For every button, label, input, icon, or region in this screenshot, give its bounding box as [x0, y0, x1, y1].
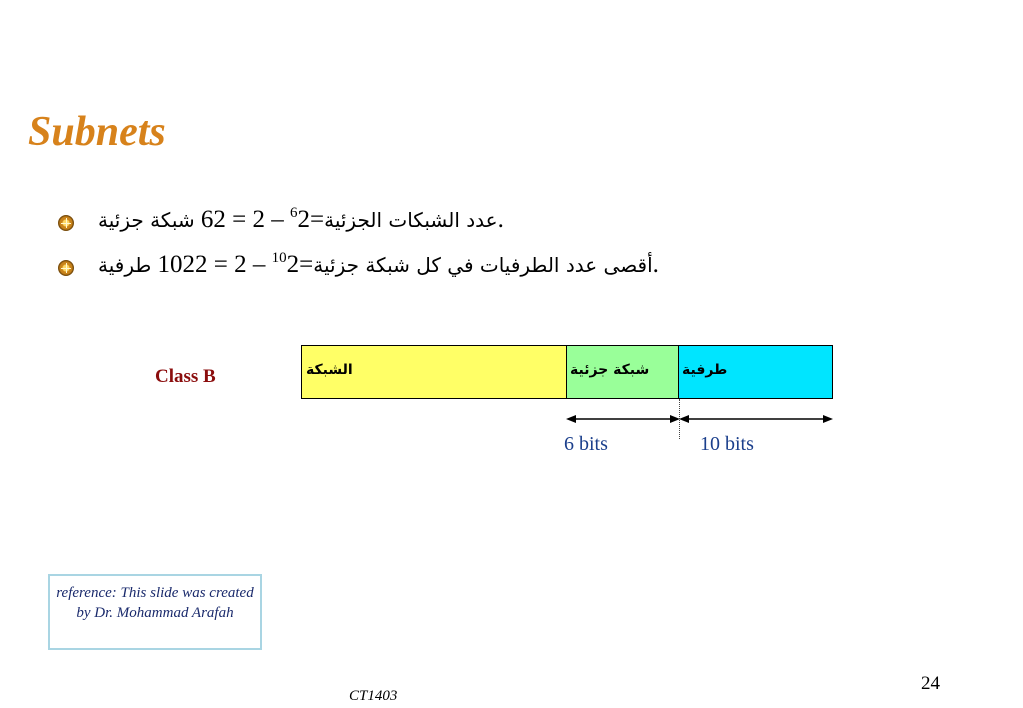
bullet-1-formula: 2 – 2 = 62 — [200, 206, 310, 233]
page-number: 24 — [921, 673, 940, 694]
bullet-1-unit: شبكة جزئية — [98, 208, 195, 232]
bullet-1-exponent: 6 — [290, 205, 298, 221]
network-segment-label: الشبكة — [306, 362, 353, 378]
bullet-2-suffix: . — [652, 251, 659, 278]
subnet-segment-label: شبكة جزئية — [570, 362, 650, 378]
subnet-bits-arrow — [566, 415, 680, 423]
course-code: CT1403 — [349, 688, 398, 704]
bullet-1-suffix: . — [497, 206, 504, 233]
host-segment-label: طرفية — [682, 362, 728, 378]
bullet-2-prefix: = — [299, 251, 314, 278]
bullet-1-prefix: = — [310, 206, 325, 233]
class-b-label: Class B — [155, 366, 216, 387]
bullet-2-unit: طرفية — [98, 253, 152, 277]
reference-text: reference: This slide was created by Dr. Mohammad Arafah — [56, 585, 254, 621]
bullet-2-arabic-label: أقصى عدد الطرفيات في كل شبكة جزئية — [313, 253, 653, 277]
reference-box — [48, 574, 262, 650]
host-bits-arrow — [679, 415, 833, 423]
bullet-2-formula: 2 – 2 = 1022 — [157, 251, 300, 278]
bullet-2-exponent: 10 — [271, 250, 287, 266]
subnet-bits-label: 6 bits — [564, 433, 608, 455]
slide-title: Subnets — [28, 109, 166, 155]
bullet-1-arabic-label: عدد الشبكات الجزئية — [324, 208, 498, 232]
host-bits-label: 10 bits — [700, 433, 754, 455]
